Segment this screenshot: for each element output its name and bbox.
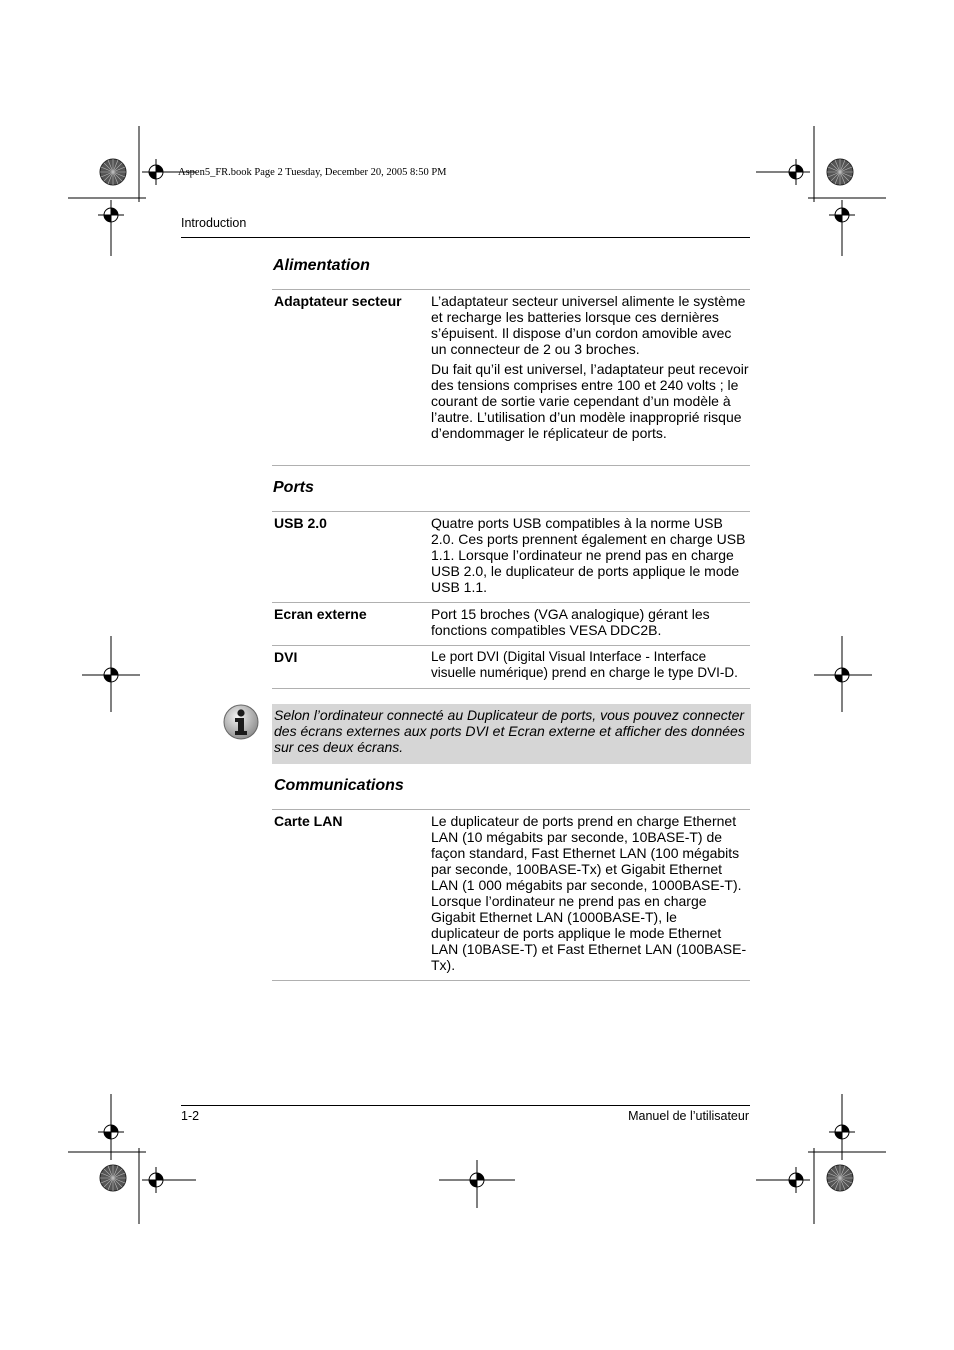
term-usb: USB 2.0: [274, 515, 327, 531]
section-title-ports: Ports: [273, 479, 314, 496]
term-external-screen: Ecran externe: [274, 606, 367, 622]
note-text: Selon l’ordinateur connecté au Duplicateur de ports, vous pouvez connecter des écrans externes aux ports DVI et Ecran externe et afficher des données sur ces deux écrans.: [274, 707, 745, 755]
desc-paragraph: Du fait qu’il est universel, l’adaptateur peut recevoir des tensions comprises entre 100 et 240 volts ; le courant de sortie varie cependant d’un modèle à l’autre. L’utilisation d’un modèle inapproprié risque d’endommager le réplicateur de ports.: [431, 361, 749, 441]
crop-marks: [68, 126, 886, 1224]
page-number: 1-2: [181, 1109, 200, 1123]
desc-usb: Quatre ports USB compatibles à la norme USB 2.0. Ces ports prennent également en charge USB 1.1. Lorsque l’ordinateur ne prend pas en charge USB 2.0, le duplicateur de ports applique le mode USB 1.1.: [431, 515, 746, 595]
manual-title: Manuel de l’utilisateur: [628, 1109, 749, 1123]
registration-mark: [98, 159, 855, 1193]
section-title-power: Alimentation: [273, 257, 370, 274]
desc-paragraph: L’adaptateur secteur universel alimente le système et recharge les batteries lorsque ces dernières s’épuisent. Il dispose d’un cordon amovible avec un connecteur de 2 ou 3 broches.: [431, 293, 746, 357]
section-title-communications: Communications: [274, 777, 404, 794]
desc-external-screen: Port 15 broches (VGA analogique) gérant les fonctions compatibles VESA DDC2B.: [431, 606, 710, 638]
running-head: Introduction: [181, 216, 247, 230]
print-slug-line: Aspen5_FR.book Page 2 Tuesday, December 20, 2005 8:50 PM: [178, 167, 447, 178]
desc-dvi: Le port DVI (Digital Visual Interface - Interface visuelle numérique) prend en charge le type DVI-D.: [431, 649, 738, 680]
desc-lan-card: Le duplicateur de ports prend en charge Ethernet LAN (10 mégabits par seconde, 10BASE-T) de façon standard, Fast Ethernet LAN (100 mégabits par seconde, 100BASE-Tx) et Gigabit Ethernet LAN (1 000 mégabits par seconde, 1000BASE-T). Lorsque l’ordinateur ne prend pas en charge Gigabit Ethernet LAN (1000BASE-T), le duplicateur de ports applique le mode Ethernet LAN (10BASE-T) et Fast Ethernet LAN (100BASE-Tx).: [431, 813, 747, 973]
term-ac-adapter: Adaptateur secteur: [274, 293, 402, 309]
term-lan-card: Carte LAN: [274, 813, 343, 829]
term-dvi: DVI: [274, 649, 298, 665]
